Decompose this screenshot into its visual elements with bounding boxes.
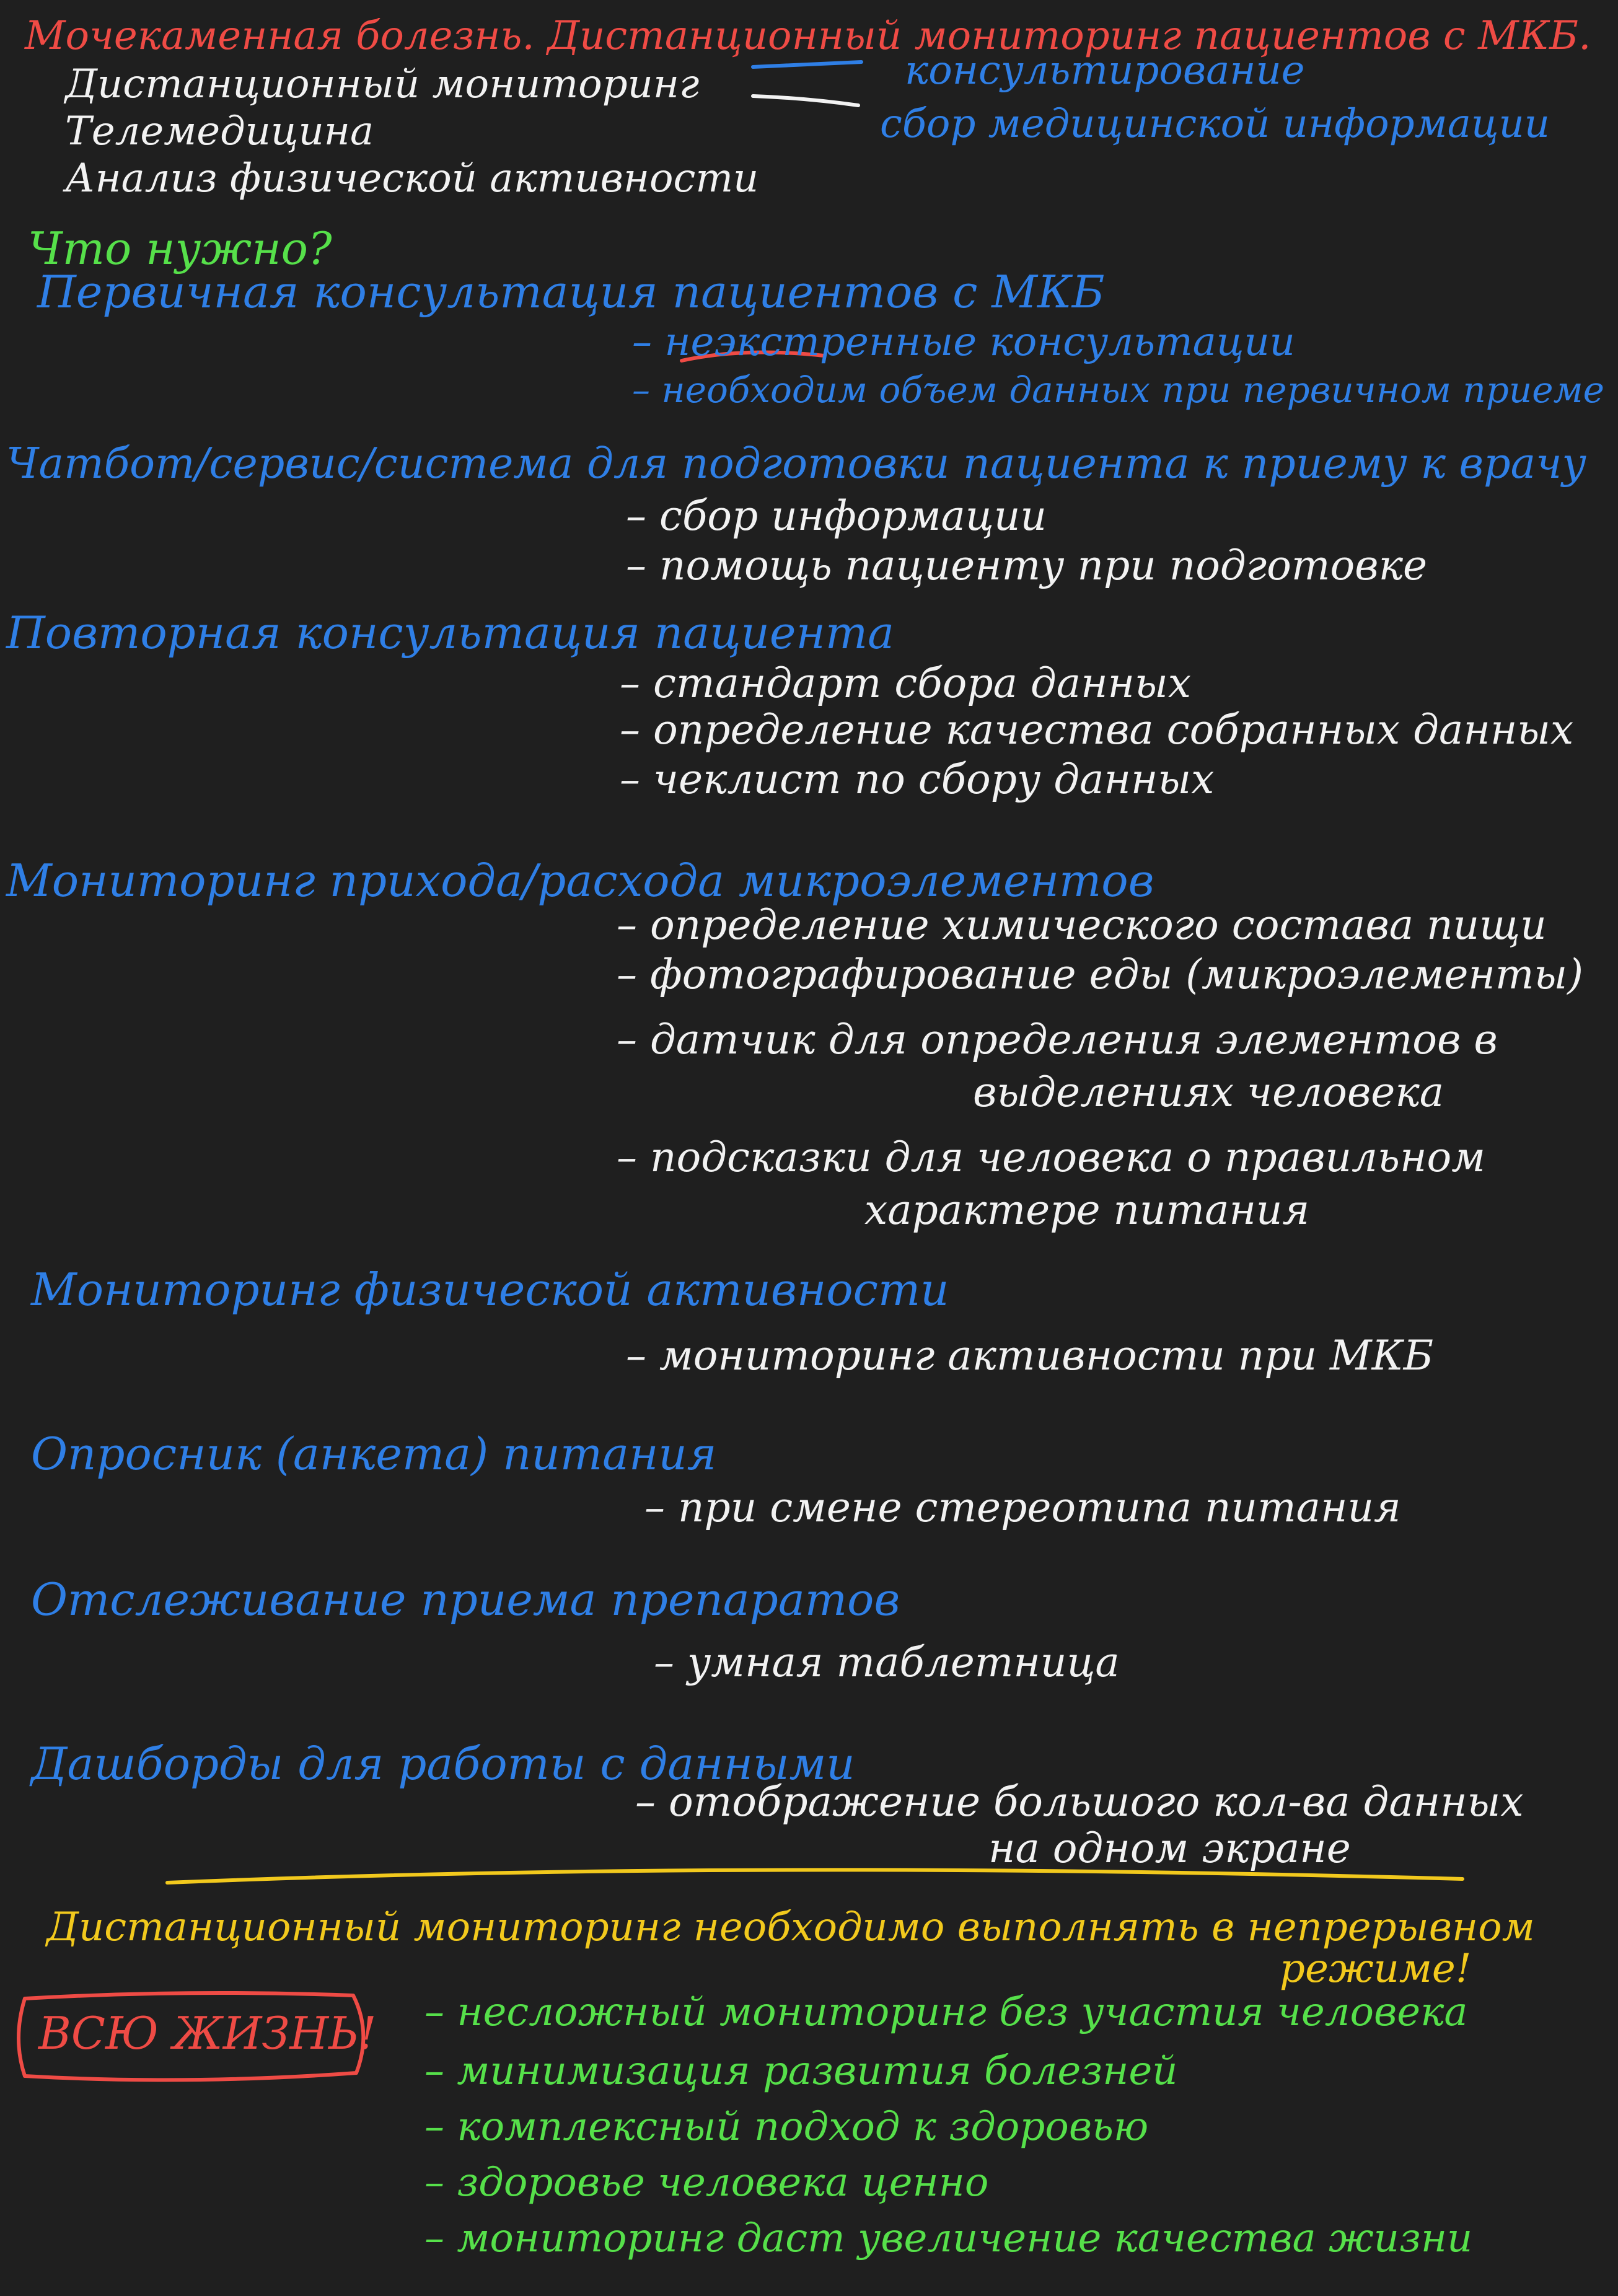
intro-item: Дистанционный мониторинг [65, 61, 700, 107]
section-point: – умная таблетница [654, 1638, 1120, 1686]
section-title: Мониторинг прихода/расхода микроэлементов [6, 855, 1154, 907]
section-title: Отслеживание приема препаратов [31, 1573, 900, 1625]
page-title: Мочекаменная болезнь. Дистанционный мониторинг пациентов с МКБ. [25, 13, 1591, 59]
section-title: Мониторинг физической активности [31, 1264, 949, 1316]
question-heading: Что нужно? [28, 222, 332, 275]
conclusion-text-end: режиме! [1280, 1946, 1472, 1992]
section-point: – фотографирование еды (микроэлементы) [617, 951, 1583, 998]
section-point: – при смене стереотипа питания [644, 1484, 1401, 1531]
section-point: на одном экране [988, 1824, 1351, 1872]
stamp-label: ВСЮ ЖИЗНЬ! [38, 2007, 377, 2059]
section-point: характере питания [864, 1186, 1310, 1234]
section-title: Повторная консультация пациента [6, 607, 895, 659]
section-point: – подсказки для человека о правильном [617, 1133, 1485, 1181]
intro-item: Анализ физической активности [65, 156, 759, 201]
section-title: Опросник (анкета) питания [31, 1428, 717, 1480]
final-point: – мониторинг даст увеличение качества жизни [424, 2215, 1473, 2261]
section-point: – мониторинг активности при МКБ [626, 1332, 1434, 1379]
section-point: – стандарт сбора данных [620, 659, 1192, 707]
intro-item: Телемедицина [65, 108, 374, 154]
conclusion-text: Дистанционный мониторинг необходимо выполнять в непрерывном [46, 1904, 1535, 1950]
section-point: – определение качества собранных данных [620, 706, 1574, 754]
section-point: – помощь пациенту при подготовке [626, 542, 1428, 589]
section-point: – чеклист по сбору данных [620, 755, 1215, 803]
section-point: – сбор информации [626, 492, 1047, 540]
section-point: – определение химического состава пищи [617, 901, 1547, 949]
section-title: Чатбот/сервис/система для подготовки пациента к приему к врачу [6, 439, 1586, 488]
final-point: – минимизация развития болезней [424, 2048, 1178, 2094]
section-point: выделениях человека [973, 1068, 1444, 1116]
section-title: Дашборды для работы с данными [31, 1738, 855, 1790]
section-title: Первичная консультация пациентов с МКБ [37, 266, 1105, 318]
final-point: – несложный мониторинг без участия человека [424, 1989, 1468, 2035]
connector-dash-top [753, 62, 861, 67]
section-point: – необходим объем данных при первичном приеме [632, 369, 1605, 411]
final-point: – здоровье человека ценно [424, 2160, 989, 2206]
section-point: – неэкстренные консультации [632, 319, 1295, 365]
section-point: – датчик для определения элементов в [617, 1016, 1498, 1063]
section-point: – отображение большого кол-ва данных [635, 1778, 1524, 1826]
intro-link: сбор медицинской информации [880, 101, 1550, 147]
connector-dash-bottom [753, 96, 858, 105]
intro-link: консультирование [905, 48, 1305, 94]
final-point: – комплексный подход к здоровью [424, 2104, 1149, 2150]
